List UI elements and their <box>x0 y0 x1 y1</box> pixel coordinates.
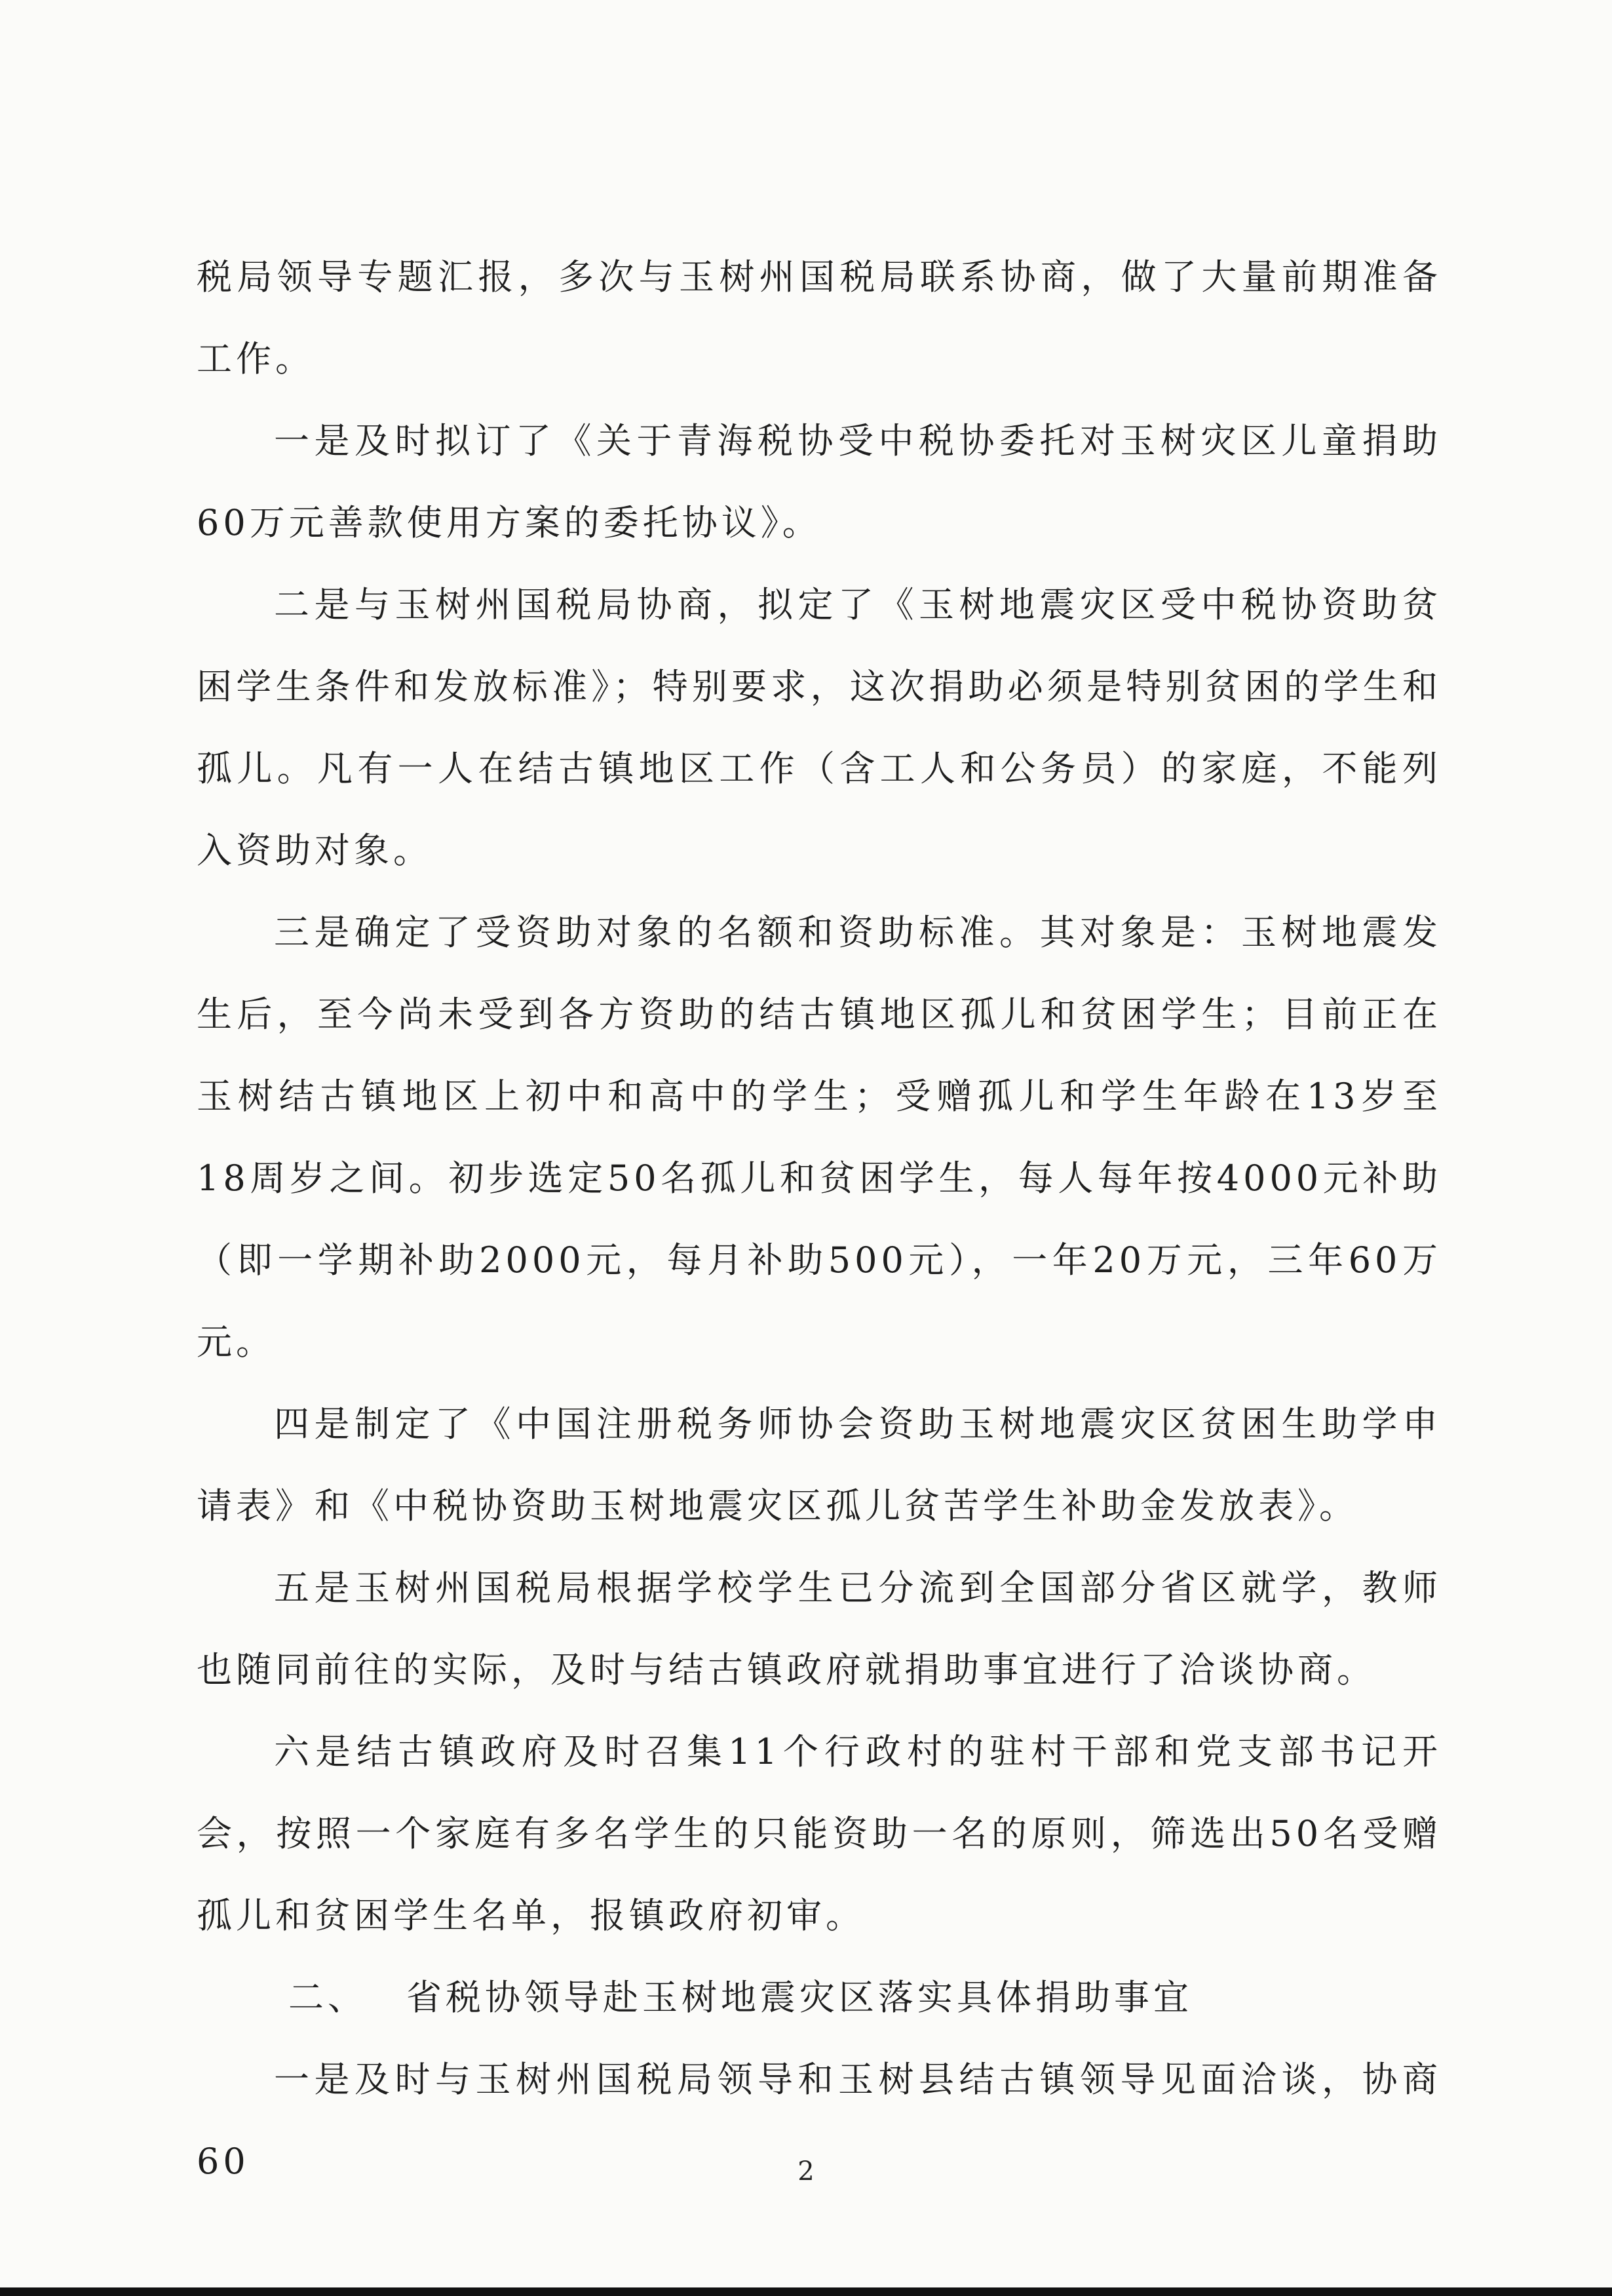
paragraph-next-section: 一是及时与玉树州国税局领导和玉树县结古镇领导见面洽谈，协商60 <box>197 2059 1442 2182</box>
paragraph-continuation: 税局领导专题汇报，多次与玉树州国税局联系协商，做了大量前期准备工作。 <box>197 256 1442 379</box>
scan-bottom-edge <box>0 2287 1612 2296</box>
section-heading <box>197 1956 1442 2038</box>
paragraph-item-4: 四是制定了《中国注册税务师协会资助玉树地震灾区贫困生助学申请表》和《中税协资助玉树地震灾区孤儿贫苦学生补助金发放表》。 <box>197 1403 1442 1527</box>
paragraph-item-5: 五是玉树州国税局根据学校学生已分流到全国部分省区就学，教师也随同前往的实际，及时与结古镇政府就捐助事宜进行了洽谈协商。 <box>197 1567 1442 1690</box>
document-body <box>197 236 1442 2202</box>
section-heading-number: 二、 <box>288 1977 367 2018</box>
paragraph-item-6: 六是结古镇政府及时召集11个行政村的驻村干部和党支部书记开会，按照一个家庭有多名学生的只能资助一名的原则，筛选出50名受赠孤儿和贫困学生名单，报镇政府初审。 <box>197 1731 1442 1936</box>
paragraph-item-1: 一是及时拟订了《关于青海税协受中税协委托对玉树灾区儿童捐助60万元善款使用方案的委托协议》。 <box>197 420 1442 543</box>
page-number: 2 <box>797 2156 815 2187</box>
section-heading-text: 省税协领导赴玉树地震灾区落实具体捐助事宜 <box>406 1977 1193 2018</box>
paragraph-item-2: 二是与玉树州国税局协商，拟定了《玉树地震灾区受中税协资助贫困学生条件和发放标准》；特别要求，这次捐助必须是特别贫困的学生和孤儿。凡有一人在结古镇地区工作（含工人和公务员）的家庭，不能列入资助对象。 <box>197 584 1442 871</box>
paragraph-item-3: 三是确定了受资助对象的名额和资助标准。其对象是：玉树地震发生后，至今尚未受到各方资助的结古镇地区孤儿和贫困学生；目前正在玉树结古镇地区上初中和高中的学生；受赠孤儿和学生年龄在13岁至18周岁之间。初步选定50名孤儿和贫困学生，每人每年按4000元补助（即一学期补助2000元，每月补助500元），一年20万元，三年60万元。 <box>197 912 1442 1363</box>
